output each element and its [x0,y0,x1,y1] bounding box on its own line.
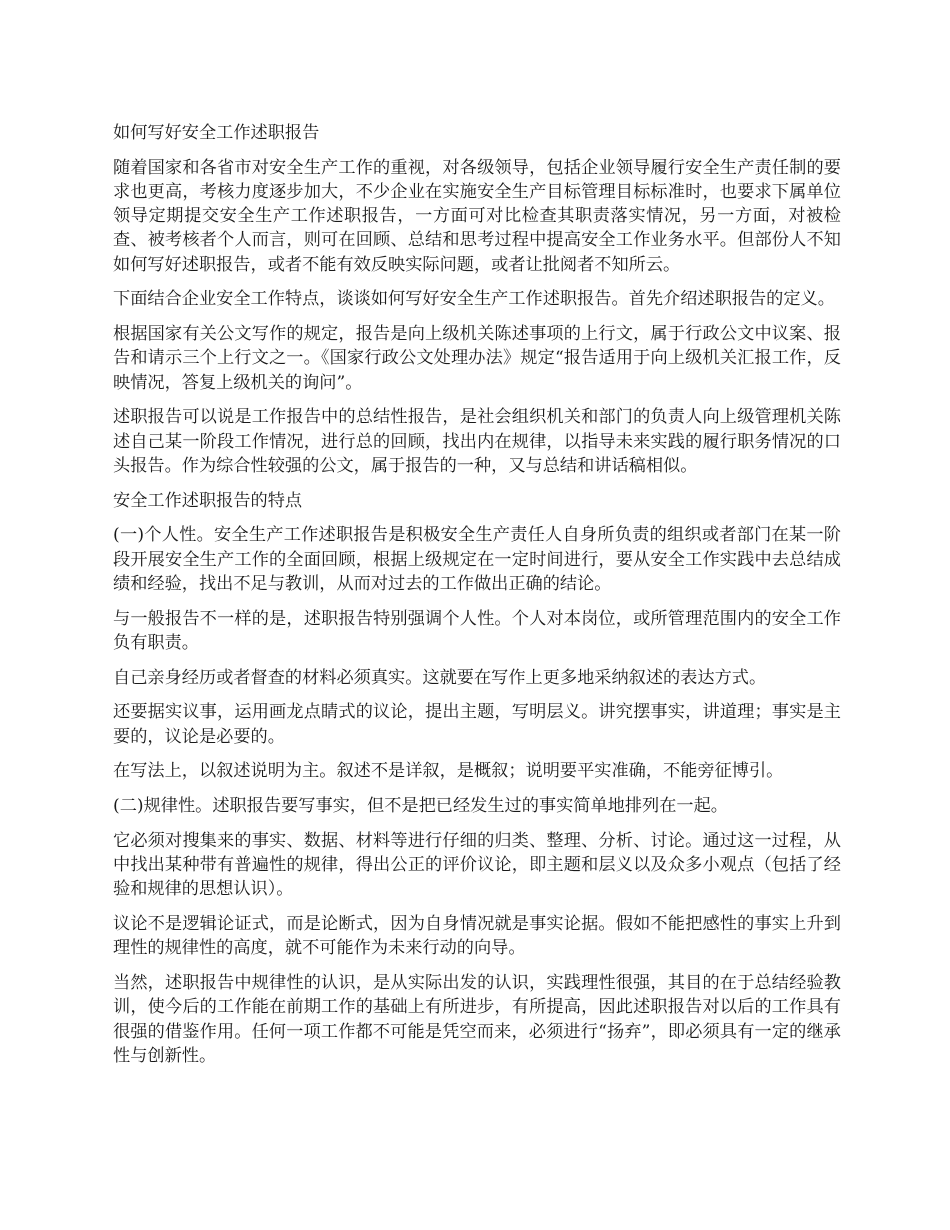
paragraph: 自己亲身经历或者督查的材料必须真实。这就要在写作上更多地采纳叙述的表达方式。 [113,667,767,688]
document-title: 如何写好安全工作述职报告 [113,123,320,143]
document-page [113,121,841,1079]
paragraph: 述职报告可以说是工作报告中的总结性报告，是社会组织机关和部门的负责人向上级管理机关陈述自己某一阶段工作情况，进行总的回顾，找出内在规律，以指导未来实践的履行职务情况的口头报告。作为综合性较强的公文，属于报告的一种，又与总结和讲话稿相似。 [113,407,841,476]
section-heading: 安全工作述职报告的特点 [113,490,303,511]
paragraph: 议论不是逻辑论证式，而是论断式，因为自身情况就是事实论据。假如不能把感性的事实上升到理性的规律性的高度，就不可能作为未来行动的向导。 [113,914,841,959]
paragraph: 它必须对搜集来的事实、数据、材料等进行仔细的归类、整理、分析、讨论。通过这一过程，从中找出某种带有普遍性的规律，得出公正的评价议论，即主题和层义以及众多小观点（包括了经验和规律的思想认识）。 [113,831,841,900]
paragraph: 随着国家和各省市对安全生产工作的重视，对各级领导，包括企业领导履行安全生产责任制的要求也更高，考核力度逐步加大，不少企业在实施安全生产目标管理目标标准时，也要求下属单位领导定期提交安全生产工作述职报告，一方面可对比检查其职责落实情况，另一方面，对被检查、被考核者个人而言，则可在回顾、总结和思考过程中提高安全工作业务水平。但部份人不知如何写好述职报告，或者不能有效反映实际问题，或者让批阅者不知所云。 [113,157,841,275]
paragraph: (一)个人性。安全生产工作述职报告是积极安全生产责任人自身所负责的组织或者部门在某一阶段开展安全生产工作的全面回顾，根据上级规定在一定时间进行，要从安全工作实践中去总结成绩和经验，找出不足与教训，从而对过去的工作做出正确的结论。 [113,525,841,594]
paragraph: 根据国家有关公文写作的规定，报告是向上级机关陈述事项的上行文，属于行政公文中议案、报告和请示三个上行文之一。《国家行政公文处理办法》规定“报告适用于向上级机关汇报工作，反映情况，答复上级机关的询问”。 [113,324,841,393]
paragraph: 在写法上，以叙述说明为主。叙述不是详叙，是概叙；说明要平实准确，不能旁征博引。 [113,761,784,782]
paragraph: 与一般报告不一样的是，述职报告特别强调个人性。个人对本岗位，或所管理范围内的安全工作负有职责。 [113,608,841,653]
paragraph: 当然，述职报告中规律性的认识，是从实际出发的认识，实践理性很强，其目的在于总结经验教训，使今后的工作能在前期工作的基础上有所进步，有所提高，因此述职报告对以后的工作具有很强的借鉴作用。任何一项工作都不可能是凭空而来，必须进行“扬弃”，即必须具有一定的继承性与创新性。 [113,973,841,1066]
paragraph: 下面结合企业安全工作特点，谈谈如何写好安全生产工作述职报告。首先介绍述职报告的定义。 [113,289,835,310]
paragraph: (二)规律性。述职报告要写事实，但不是把已经发生过的事实简单地排列在一起。 [113,796,728,817]
paragraph: 还要据实议事，运用画龙点睛式的议论，提出主题，写明层义。讲究摆事实，讲道理；事实是主要的，议论是必要的。 [113,702,841,747]
